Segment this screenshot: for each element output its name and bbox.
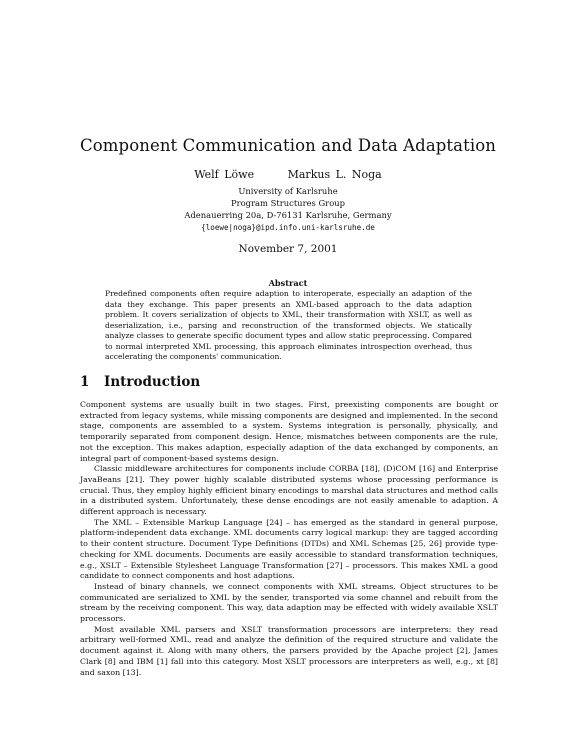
paragraph: Component systems are usually built in two stages. First, preexisting components are bought or extracted from legacy systems, while missing components are designed and implemented. In the second stage, components are assembled to a system. Systems integration is personally, physically, and temporarily separated from component design. Hence, mismatches between components are the rule, not the exception. This makes adaption, especially adaption of the data exchanged by components, an integral part of component-based systems design. [80,400,498,463]
paragraph: Most available XML parsers and XSLT transformation processors are interpreters: they read arbitrary well-formed XML, read and analyze the definition of the required structure and validate the document against it. Along with many others, the parsers provided by the Apache project [2], James Clark [8] and IBM [1] fall into this category. Most XSLT processors are interpreters as well, e.g., xt [8] and saxon [13]. [80,624,498,677]
paragraph: The XML – Extensible Markup Language [24] – has emerged as the standard in general purpose, platform-independent data exchange. XML documents carry logical markup: they are tagged according to their content structure. Document Type Definitions (DTDs) and XML Schemas [25, 26] provide type-checking for XML documents. Documents are easily accessible to standard transformation techniques, e.g., XSLT – Extensible Stylesheet Language Transformation [27] – processors. This makes XML a good candidate to connect components and host adaptions. [80,517,498,581]
affiliation-university: University of Karlsruhe [238,186,338,196]
author-name: Welf Löwe [194,168,255,181]
author-name: Markus L. Noga [287,168,382,181]
author-email: {loewe|noga}@ipd.info.uni-karlsruhe.de [201,223,375,232]
abstract-text: Predefined components often require adaption to interoperate, especially an adaption of the data they exchange. This paper presents an XML-based approach to the data adaption problem. It covers serialization of objects to XML, their transformation with XSLT, as well as deserialization, i.e., parsing and reconstruction of the transformed objects. We statically analyze classes to generate specific document types and allow static preprocessing. Compared to normal interpreted XML processing, this approach eliminates introspection overhead, thus accelerating the components' communication. [105,289,472,361]
section-title: Introduction [104,374,201,390]
section-heading [80,374,200,390]
paragraph: Instead of binary channels, we connect components with XML streams. Object structures to be communicated are serialized to XML by the sender, transported via some channel and rebuilt from the stream by the receiving component. This way, data adaption may be effected with widely available XSLT processors. [80,581,498,624]
affiliation-group: Program Structures Group [230,198,345,208]
author-list [0,168,576,181]
section-body [80,400,498,678]
abstract-heading: Abstract [268,278,308,288]
affiliation-address: Adenauerring 20a, D-76131 Karlsruhe, Germany [184,210,392,220]
section-number: 1 [80,374,90,390]
paper-date: November 7, 2001 [238,243,338,255]
paper-title: Component Communication and Data Adaptation [80,136,496,155]
paragraph: Classic middleware architectures for components include CORBA [18], (D)COM [16] and Enterprise JavaBeans [21]. They power highly scalable distributed systems whose processing performance is crucial. Thus, they employ highly efficient binary encodings to marshal data structures and method calls in a distributed system. Unfortunately, these dense encodings are not easily amenable to adaption. A different approach is necessary. [80,464,498,517]
